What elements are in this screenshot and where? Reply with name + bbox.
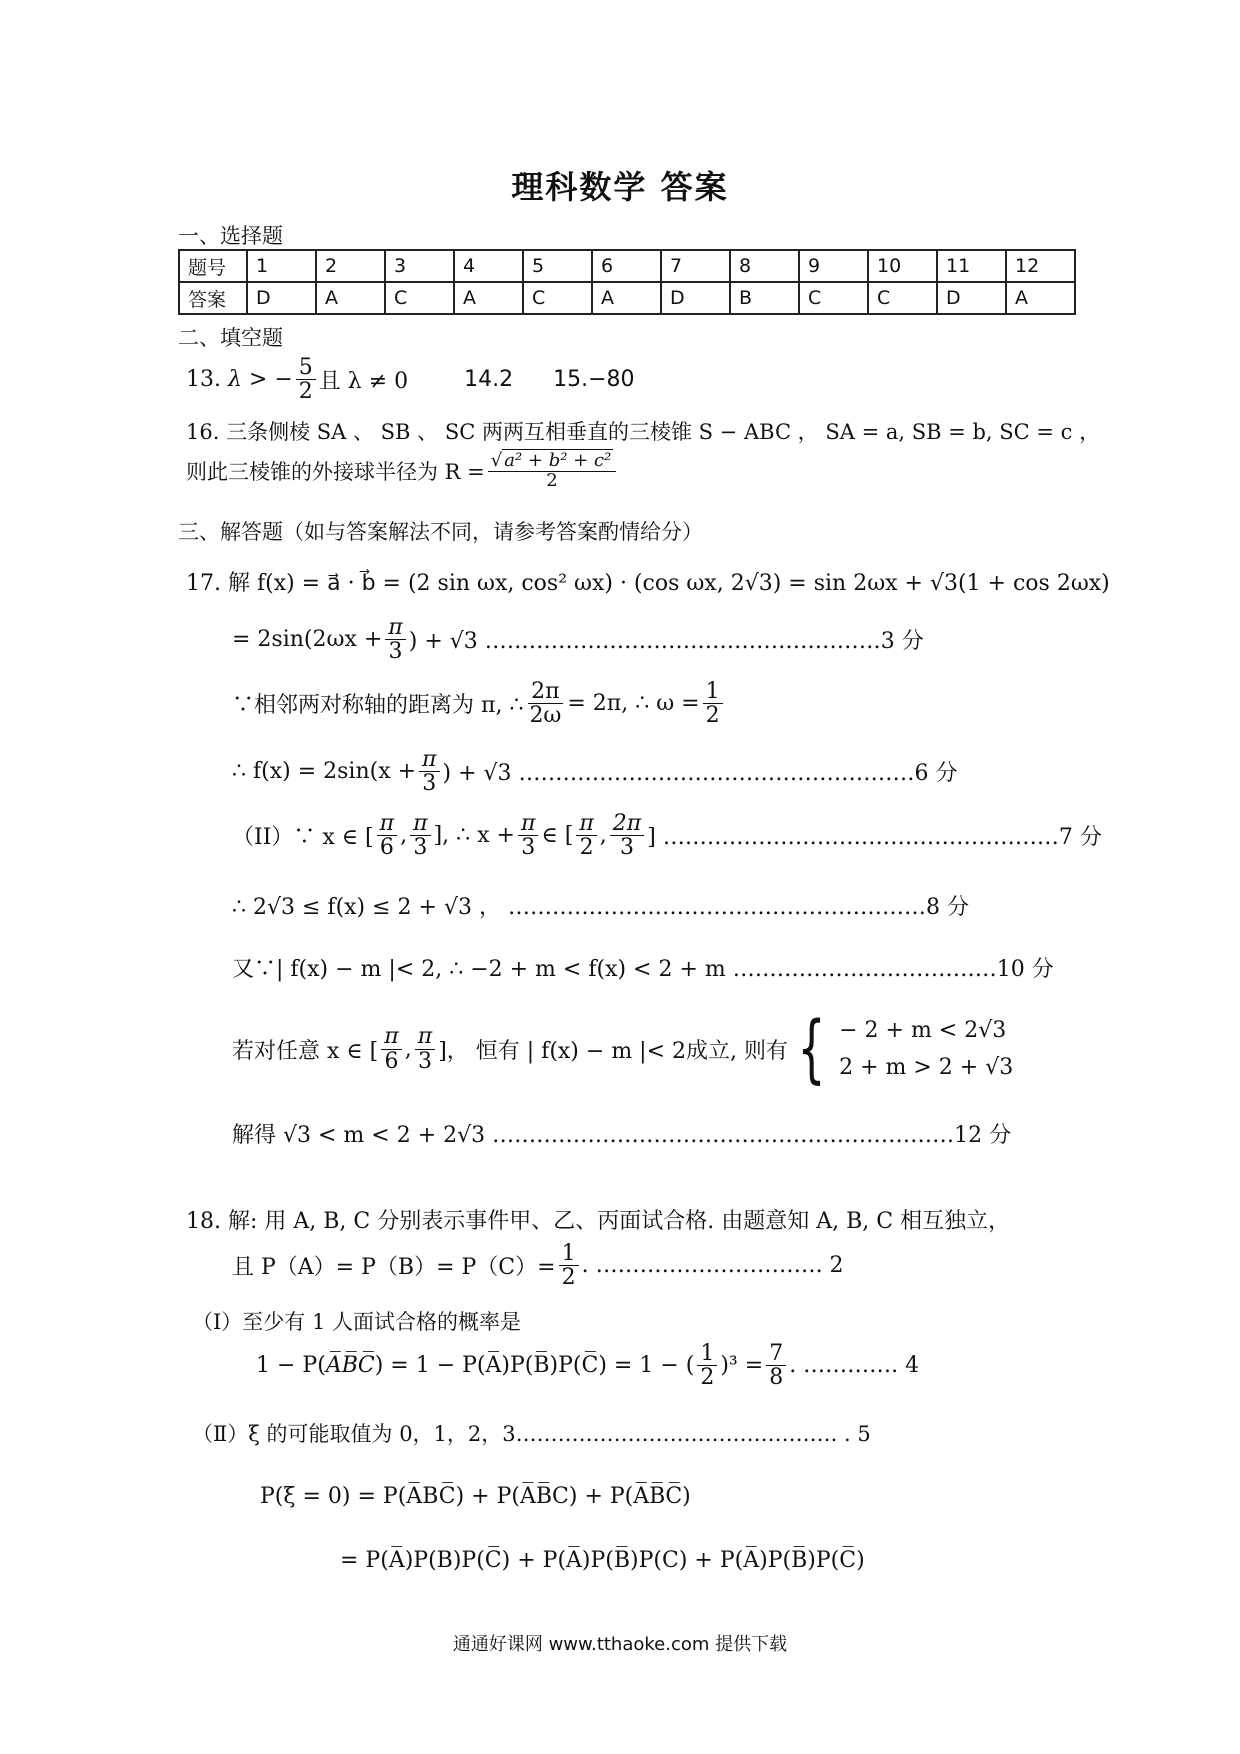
q17-l4-a: ∴ f(x) = 2sin(x + [232, 759, 417, 785]
q18-l4-a: 1 − P( [256, 1353, 326, 1379]
q17-line7: 又∵| f(x) − m |< 2, ∴ −2 + m < f(x) < 2 + m ………………………………10 分 [232, 957, 1054, 982]
frac-num: π [415, 1025, 435, 1049]
q17-l5-b: ], ∴ x + [433, 823, 515, 849]
table-cell: A [1006, 282, 1075, 314]
section-fill-heading: 二、填空题 [178, 326, 283, 350]
table-cell: A [454, 282, 523, 314]
q17-line8: 若对任意 x ∈ [ $\frac{\pi}{6}$ , $\frac{\pi}{3}$ ]， 恒有 | f(x) − m |< 2成立, 则有 { − 2 + m < 2√3 2 + m > 2 + √3 [232, 1006, 1014, 1092]
q17-line1: 17. 解 f(x) = a⃗ · b⃗ = (2 sin ωx, cos² ωx) · (cos ωx, 2√3) = sin 2ωx + √3(1 + cos 2ωx) [186, 571, 1110, 596]
q17-l8-b: ]， 恒有 | f(x) − m |< 2成立, 则有 [438, 1038, 788, 1064]
frac-num: π [377, 812, 397, 836]
table-cell: C [385, 282, 454, 314]
q17-l2-a: = 2sin(2ωx + [232, 627, 383, 653]
frac-den: 2 [705, 703, 720, 729]
table-cell: D [937, 282, 1006, 314]
q13-lhs: λ > − [228, 367, 293, 393]
q17-l8-a: 若对任意 x ∈ [ [232, 1038, 379, 1064]
frac-num: 1 [697, 1342, 717, 1366]
q17-l5-c: ∈ [ [541, 823, 574, 849]
table-cell: A [316, 282, 385, 314]
frac-num: 1 [703, 680, 723, 704]
table-cell: C [523, 282, 592, 314]
q17-l4-frac [419, 748, 439, 795]
frac-num: π [518, 812, 538, 836]
q18-l4-b: ) = 1 − P(A̅)P(B̅)P(C̅) = 1 − ( [374, 1353, 695, 1379]
q13-den: 2 [298, 379, 313, 405]
q17-line2 [232, 616, 924, 663]
q16-radicand: a² + b² + c² [504, 450, 612, 471]
table-cell: 10 [868, 250, 937, 282]
q16-num: √ a² + b² + c² [488, 452, 617, 472]
table-cell: 9 [799, 250, 868, 282]
q16-fraction [488, 452, 617, 491]
q18-l4-c: )³ = [720, 1353, 764, 1379]
q16-prefix: 则此三棱锥的外接球半径为 R = [186, 460, 485, 485]
section-solve-heading: 三、解答题（如与答案解法不同，请参考答案酌情给分） [178, 520, 703, 544]
frac-den: 3 [417, 1048, 432, 1074]
frac-num: π [576, 812, 596, 836]
table-cell: 8 [730, 250, 799, 282]
table-answer-label: 答案 [179, 282, 247, 314]
q13-prefix: 13. [186, 367, 221, 393]
fill-q16-line2 [186, 452, 619, 491]
table-cell: A [592, 282, 661, 314]
q18-l2-a: 且 P（A）= P（B）= P（C）= [232, 1255, 556, 1281]
fill-q13-q15 [186, 356, 635, 403]
table-cell: B [730, 282, 799, 314]
frac-den: 8 [769, 1365, 784, 1391]
system-row-2: 2 + m > 2 + √3 [839, 1055, 1014, 1080]
q16-den: 2 [546, 469, 558, 491]
q17-line3 [232, 680, 726, 727]
q17-l5-frac1 [377, 812, 397, 859]
q17-l5-a: （II）∵ x ∈ [ [232, 825, 374, 851]
q18-line3: （Ⅰ）至少有 1 人面试合格的概率是 [192, 1310, 522, 1334]
frac-num: π [381, 1025, 401, 1049]
q13-fraction [296, 356, 316, 403]
table-cell: D [661, 282, 730, 314]
frac-num: 1 [559, 1242, 579, 1266]
q17-l3-b: = 2π, ∴ ω = [567, 691, 700, 717]
table-cell: C [799, 282, 868, 314]
table-cell: 5 [523, 250, 592, 282]
q18-line7: = P(A̅)P(B)P(C̅) + P(A̅)P(B̅)P(C) + P(A̅)P(B̅)P(C̅) [340, 1548, 865, 1573]
frac-den: 2ω [529, 703, 562, 729]
table-cell: D [247, 282, 316, 314]
table-cell: 12 [1006, 250, 1075, 282]
q18-l2-frac [559, 1242, 579, 1289]
q17-l2-b: ) + √3 ………………………………………………3 分 [408, 629, 924, 655]
table-cell: 2 [316, 250, 385, 282]
frac-den: 2 [561, 1265, 576, 1291]
q18-line4 [256, 1342, 919, 1389]
q17-l5-frac4 [576, 812, 596, 859]
table-row-answers [179, 282, 1075, 314]
table-cell: 4 [454, 250, 523, 282]
frac-den: 3 [413, 835, 428, 861]
q14-answer: 14.2 [464, 367, 514, 393]
q17-l3-a: ∵相邻两对称轴的距离为 π, ∴ [232, 693, 524, 719]
q18-l4-frac2 [766, 1342, 786, 1389]
frac-den: 3 [620, 835, 635, 861]
frac-den: 2 [579, 835, 594, 861]
q17-l5-frac3 [518, 812, 538, 859]
frac-num: 7 [766, 1342, 786, 1366]
q17-l3-frac2 [703, 680, 723, 727]
frac-num: π [385, 616, 405, 640]
table-cell: 6 [592, 250, 661, 282]
q18-l4-d: . …………. 4 [789, 1353, 920, 1379]
q13-num: 5 [296, 356, 316, 380]
q17-l2-frac [385, 616, 405, 663]
frac-den: 3 [388, 639, 403, 665]
q17-line9: 解得 √3 < m < 2 + 2√3 ………………………………………………………12 分 [232, 1123, 1012, 1148]
page-title: 理科数学 答案 [511, 168, 729, 206]
q18-line2 [232, 1242, 844, 1289]
table-cell: 7 [661, 250, 730, 282]
frac-den: 3 [422, 771, 437, 797]
q18-line1: 18. 解: 用 A, B, C 分别表示事件甲、乙、丙面试合格. 由题意知 A, B, C 相互独立， [186, 1209, 1011, 1234]
q17-l5-d: ] ………………………………………………7 分 [647, 825, 1102, 851]
frac-den: 6 [379, 835, 394, 861]
frac-den: 6 [384, 1048, 399, 1074]
frac-num: π [410, 812, 430, 836]
answer-table [178, 249, 1076, 315]
table-head-label: 题号 [179, 250, 247, 282]
q17-l8-frac1 [381, 1025, 401, 1072]
frac-num: 2π [528, 680, 562, 704]
q13-tail: 且 λ ≠ 0 [318, 369, 409, 395]
table-row-numbers [179, 250, 1075, 282]
section-choice-heading: 一、选择题 [178, 224, 283, 248]
table-cell: 1 [247, 250, 316, 282]
brace-symbol: { [797, 1006, 826, 1092]
q17-line5: （II）∵ x ∈ [ $\frac{\pi}{6}$ , $\frac{\pi}{3}$ ], ∴ x + $\frac{\pi}{3}$ ∈ [ $\frac{\pi}{2}$ , $\frac{2\pi}{3}$ ] ………………………………………………7 分 [232, 811, 1102, 861]
q17-line4 [232, 748, 958, 795]
q17-l5-frac5 [610, 812, 644, 859]
q17-l8-frac2 [415, 1025, 435, 1072]
fill-q16-line1: 16. 三条侧棱 SA 、 SB 、 SC 两两互相垂直的三棱锥 S − ABC ， SA = a, SB = b, SC = c ， [186, 420, 1101, 444]
frac-den: 3 [521, 835, 536, 861]
table-cell: C [868, 282, 937, 314]
q17-l3-frac1 [526, 680, 564, 727]
q18-line6: P(ξ = 0) = P(A̅BC̅) + P(A̅B̅C) + P(A̅B̅C̅) [260, 1484, 691, 1509]
frac-num: 2π [610, 812, 644, 836]
table-cell: 3 [385, 250, 454, 282]
q17-system [788, 1006, 1014, 1092]
footer-source: 通通好课网 www.tthaoke.com 提供下载 [452, 1634, 788, 1655]
system-row-1: − 2 + m < 2√3 [839, 1018, 1007, 1043]
q15-answer: 15.−80 [553, 367, 635, 393]
q17-line6: ∴ 2√3 ≤ f(x) ≤ 2 + √3 ， …………………………………………………8 分 [232, 895, 969, 920]
frac-den: 2 [700, 1365, 715, 1391]
frac-num: π [419, 748, 439, 772]
q18-l4-frac1 [697, 1342, 717, 1389]
q17-l4-b: ) + √3 ………………………………………………6 分 [442, 761, 958, 787]
table-cell: 11 [937, 250, 1006, 282]
q17-l5-frac2 [410, 812, 430, 859]
q18-l2-b: . …………………………. 2 [581, 1253, 844, 1279]
q18-line5: （Ⅱ）ξ 的可能取值为 0，1，2，3………………………………………. . 5 [192, 1422, 871, 1446]
q18-l4-overline: A̅B̅C̅ [325, 1353, 375, 1379]
